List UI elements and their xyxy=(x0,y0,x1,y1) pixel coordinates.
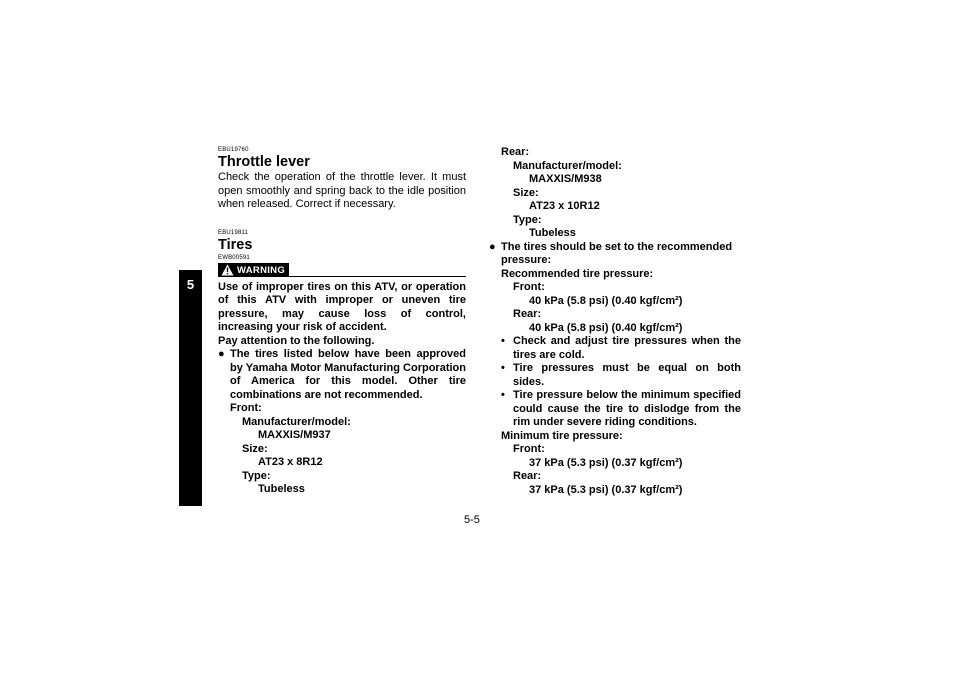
throttle-section-code: EBU19760 xyxy=(218,147,249,153)
recommended-pressure-label: Recommended tire pressure: xyxy=(501,267,654,280)
bullet-dot-icon: ● xyxy=(489,240,496,253)
warning-text: Use of improper tires on this ATV, or operation of this ATV with improper or uneven tire pressure, may cause loss of control, increasing your risk of accident. xyxy=(218,280,466,333)
list-item xyxy=(501,362,741,389)
minimum-pressure-label: Minimum tire pressure: xyxy=(501,429,623,442)
rec-rear-value: 40 kPa (5.8 psi) (0.40 kgf/cm²) xyxy=(529,321,683,334)
rec-front-value: 40 kPa (5.8 psi) (0.40 kgf/cm²) xyxy=(529,294,683,307)
front-manufacturer-label: Manufacturer/model: xyxy=(242,415,351,428)
warning-triangle-icon xyxy=(221,264,234,276)
warning-code: EWB00591 xyxy=(218,254,250,261)
sub-bullet-text: Tire pressure below the minimum specified could cause the tire to dislodge from the rim under severe riding conditions. xyxy=(513,389,741,428)
list-item xyxy=(218,348,466,402)
list-item xyxy=(489,241,741,268)
tires-heading: Tires xyxy=(218,236,253,253)
front-type-label: Type: xyxy=(242,469,271,482)
tires-section-code: EBU19811 xyxy=(218,229,249,236)
warning-label: WARNING xyxy=(237,264,286,276)
bullet-small-icon: • xyxy=(501,362,505,374)
throttle-heading: Throttle lever xyxy=(218,154,310,170)
approved-tires-text: The tires listed below have been approved by Yamaha Motor Manufacturing Corporation of America for this model. Other tire combinations are not recommended. xyxy=(230,348,466,401)
rear-manufacturer-value: MAXXIS/M938 xyxy=(529,173,602,185)
rec-front-label: Front: xyxy=(513,281,545,293)
attention-text: Pay attention to the following. xyxy=(218,334,375,347)
rear-manufacturer-label: Manufacturer/model: xyxy=(513,159,622,172)
sub-bullet-text: Check and adjust tire pressures when the tires are cold. xyxy=(513,335,741,361)
set-pressure-text: The tires should be set to the recommended pressure: xyxy=(501,240,733,266)
rear-type-value: Tubeless xyxy=(529,227,576,239)
warning-rule xyxy=(289,276,466,277)
chapter-tab xyxy=(179,270,202,506)
list-item xyxy=(501,389,741,430)
rear-size-label: Size: xyxy=(513,186,539,199)
rec-rear-label: Rear: xyxy=(513,308,542,320)
bullet-dot-icon: ● xyxy=(218,348,225,360)
min-rear-value: 37 kPa (5.3 psi) (0.37 kgf/cm²) xyxy=(529,483,683,496)
throttle-body: Check the operation of the throttle lever. It must open smoothly and spring back to the idle position when released. Correct if necessary. xyxy=(218,171,466,210)
bullet-small-icon: • xyxy=(501,389,505,401)
front-size-label: Size: xyxy=(242,442,268,455)
min-front-label: Front: xyxy=(513,443,545,455)
page-number: 5-5 xyxy=(464,514,480,526)
front-manufacturer-value: MAXXIS/M937 xyxy=(258,429,331,441)
left-column xyxy=(218,146,466,497)
front-label: Front: xyxy=(230,402,262,414)
front-size-value: AT23 x 8R12 xyxy=(258,456,323,468)
front-type-value: Tubeless xyxy=(258,483,305,495)
rear-type-label: Type: xyxy=(513,213,542,226)
chapter-number: 5 xyxy=(186,277,195,292)
right-column xyxy=(489,146,741,497)
min-rear-label: Rear: xyxy=(513,470,542,482)
warning-banner xyxy=(218,263,466,278)
rear-label: Rear: xyxy=(501,146,530,158)
sub-bullet-text: Tire pressures must be equal on both sides. xyxy=(513,362,741,388)
min-front-value: 37 kPa (5.3 psi) (0.37 kgf/cm²) xyxy=(529,456,683,469)
rear-size-value: AT23 x 10R12 xyxy=(529,200,600,212)
bullet-small-icon: • xyxy=(501,335,505,347)
list-item xyxy=(501,335,741,362)
warning-badge xyxy=(218,263,289,277)
